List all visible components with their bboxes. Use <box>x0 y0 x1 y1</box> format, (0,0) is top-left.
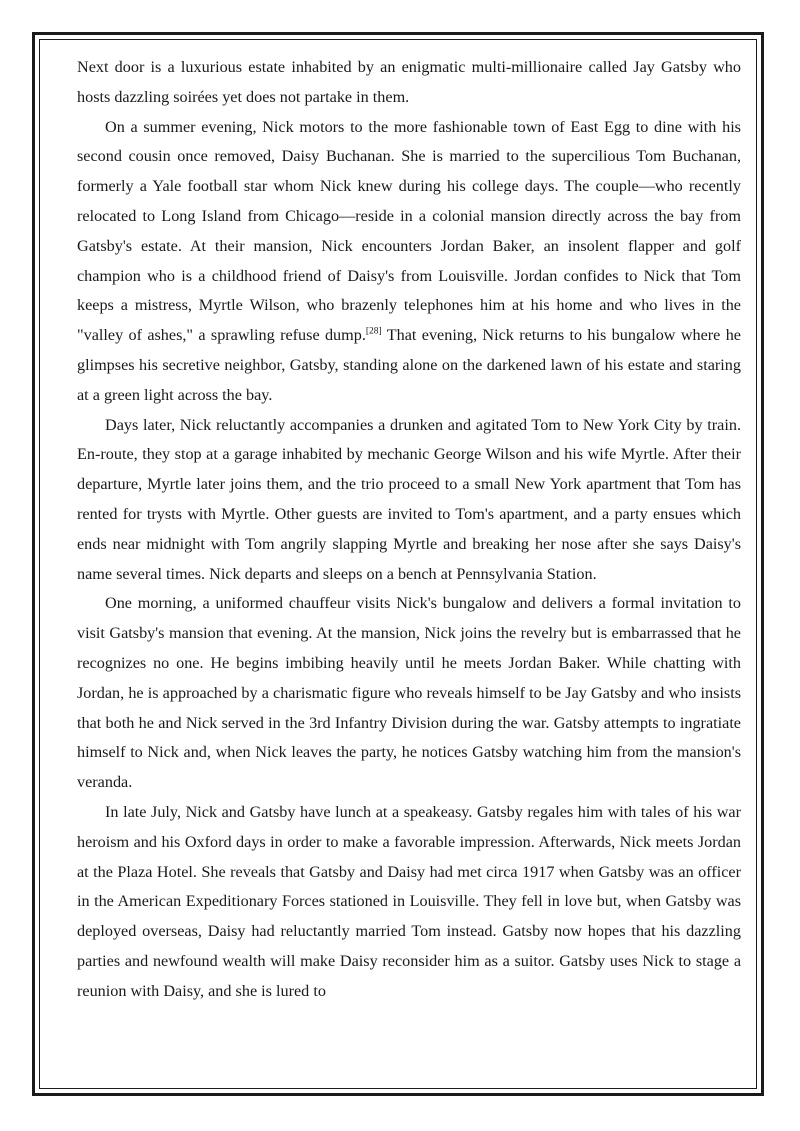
document-body <box>77 53 741 1007</box>
paragraph-3: Days later, Nick reluctantly accompanies a drunken and agitated Tom to New York City by train. En-route, they stop at a garage inhabited by mechanic George Wilson and his wife Myrtle. After their departure, Myrtle later joins them, and the trio proceed to a small New York apartment that Tom has rented for trysts with Myrtle. Other guests are invited to Tom's apartment, and a party ensues which ends near midnight with Tom angrily slapping Myrtle and breaking her nose after she says Daisy's name several times. Nick departs and sleeps on a bench at Pennsylvania Station. <box>77 415 741 583</box>
paragraph-2-text-continued: That evening, Nick returns to his bungalow where he glimpses his secretive neighbor, Gatsby, standing alone on the darkened lawn of his estate and staring at a green light across the bay. <box>77 326 741 404</box>
footnote-reference[interactable]: [28] <box>365 326 382 337</box>
paragraph-1: Next door is a luxurious estate inhabited by an enigmatic multi-millionaire called Jay Gatsby who hosts dazzling soirées yet does not partake in them. <box>77 58 741 106</box>
paragraph-2 <box>77 113 741 411</box>
paragraph-5: In late July, Nick and Gatsby have lunch at a speakeasy. Gatsby regales him with tales of his war heroism and his Oxford days in order to make a favorable impression. Afterwards, Nick meets Jordan at the Plaza Hotel. She reveals that Gatsby and Daisy had met circa 1917 when Gatsby was an officer in the American Expeditionary Forces stationed in Louisville. They fell in love but, when Gatsby was deployed overseas, Daisy had reluctantly married Tom instead. Gatsby now hopes that his dazzling parties and newfound wealth will make Daisy reconsider him as a suitor. Gatsby uses Nick to stage a reunion with Daisy, and she is lured to <box>77 802 741 1000</box>
paragraph-4: One morning, a uniformed chauffeur visits Nick's bungalow and delivers a formal invitation to visit Gatsby's mansion that evening. At the mansion, Nick joins the revelry but is embarrassed that he recognizes no one. He begins imbibing heavily until he meets Jordan Baker. While chatting with Jordan, he is approached by a charismatic figure who reveals himself to be Jay Gatsby and who insists that both he and Nick served in the 3rd Infantry Division during the war. Gatsby attempts to ingratiate himself to Nick and, when Nick leaves the party, he notices Gatsby watching him from the mansion's veranda. <box>77 594 741 792</box>
paragraph-2-text: On a summer evening, Nick motors to the more fashionable town of East Egg to dine with his second cousin once removed, Daisy Buchanan. She is married to the supercilious Tom Buchanan, formerly a Yale football star whom Nick knew during his college days. The couple—who recently relocated to Long Island from Chicago—reside in a colonial mansion directly across the bay from Gatsby's estate. At their mansion, Nick encounters Jordan Baker, an insolent flapper and golf champion who is a childhood friend of Daisy's from Louisville. Jordan confides to Nick that Tom keeps a mistress, Myrtle Wilson, who brazenly telephones him at his home and who lives in the "valley of ashes," a sprawling refuse dump. <box>77 117 741 345</box>
